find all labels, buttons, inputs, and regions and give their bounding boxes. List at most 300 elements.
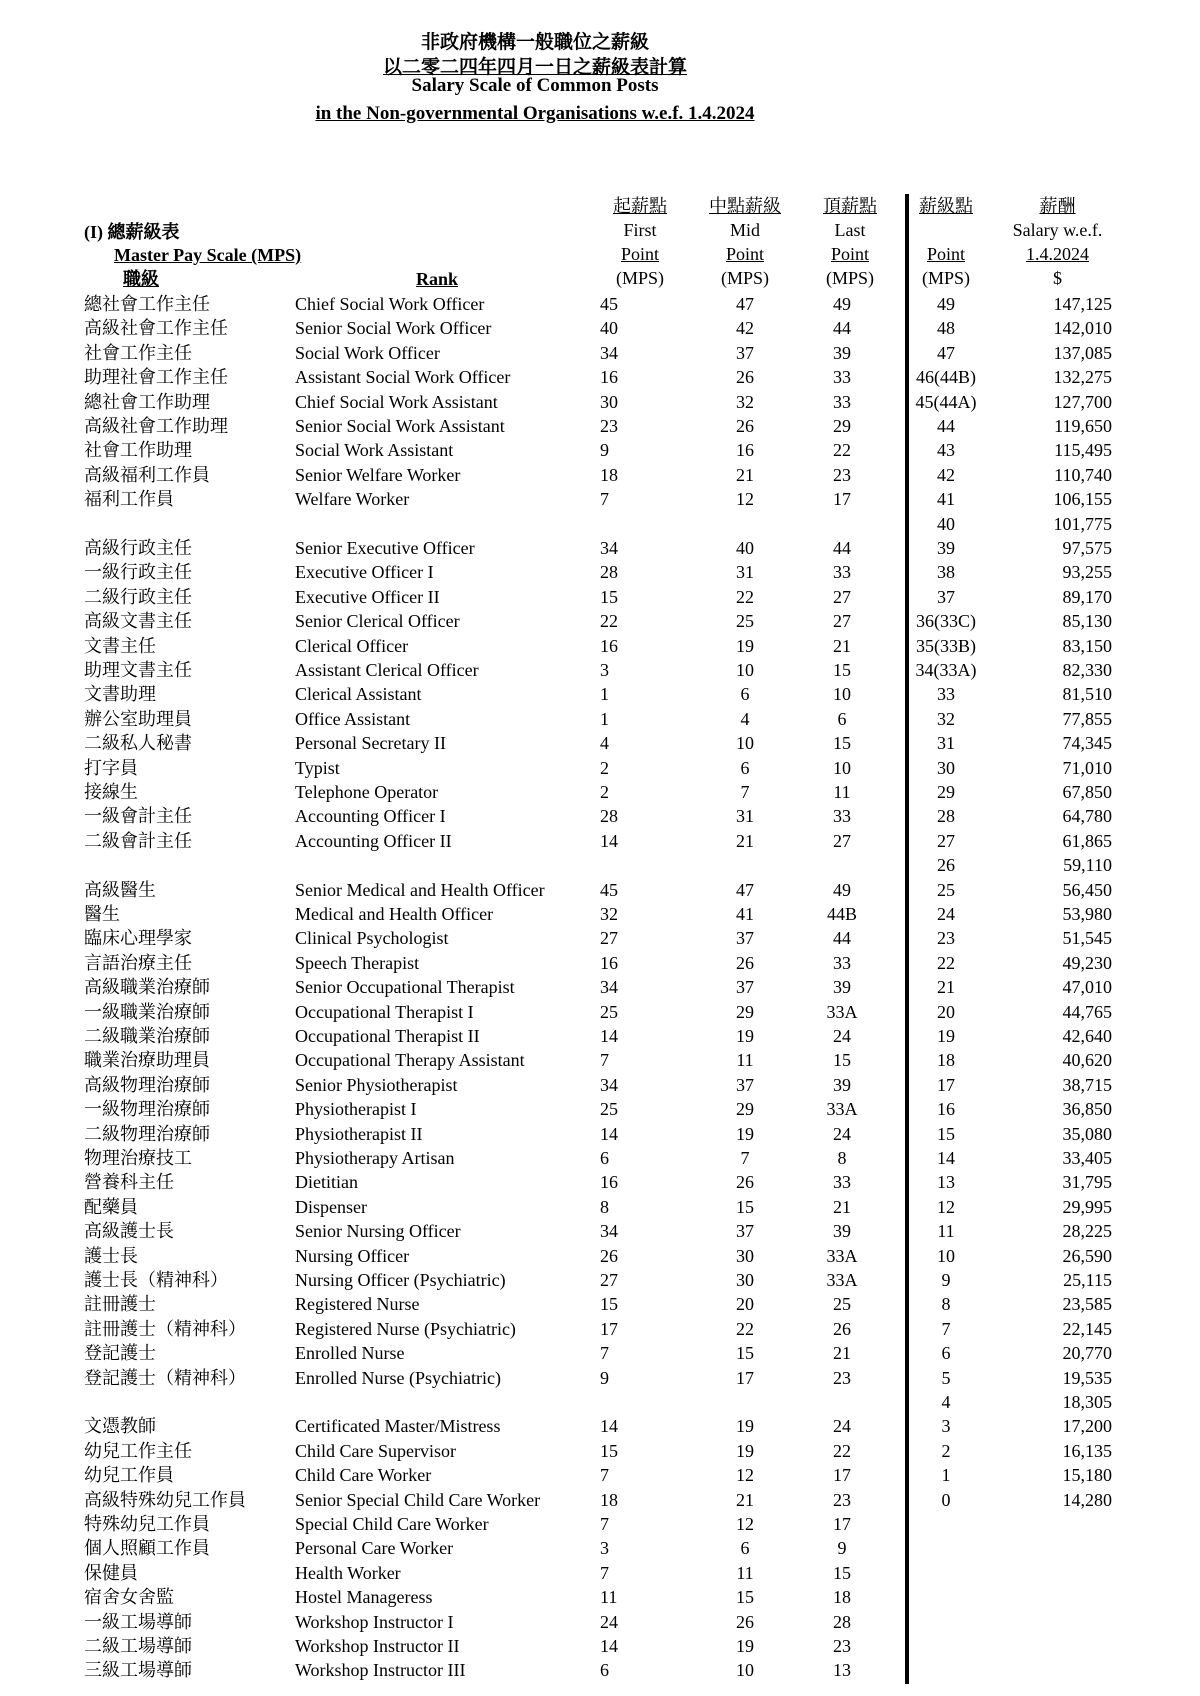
scale-salary-cell: 22,145 — [1062, 1318, 1112, 1339]
mid-point-cell: 12 — [736, 1514, 754, 1534]
first-point-cell: 16 — [600, 367, 618, 388]
scale-point-cell: 42 — [937, 464, 955, 485]
scale-row — [0, 1000, 1200, 1024]
scale-row — [0, 585, 1200, 609]
scale-point-cell: 18 — [937, 1050, 955, 1071]
rank-en-cell: Dietitian — [295, 1172, 358, 1193]
last-header-en1: Last — [834, 220, 866, 240]
first-point-cell: 3 — [600, 660, 609, 680]
rank-zh-cell: 高級文書主任 — [84, 611, 192, 632]
scale-point-cell: 29 — [937, 782, 955, 802]
scale-row — [0, 975, 1200, 999]
scale-point-cell: 30 — [937, 757, 955, 778]
first-point-cell: 28 — [600, 562, 618, 583]
mid-point-cell: 19 — [736, 1440, 754, 1461]
first-point-cell: 27 — [600, 928, 618, 949]
first-point-cell: 40 — [600, 318, 618, 339]
last-point-cell: 15 — [833, 1562, 851, 1583]
first-point-cell: 45 — [600, 879, 618, 900]
scale-row — [0, 1414, 1200, 1438]
scale-row — [0, 1122, 1200, 1146]
first-point-cell: 45 — [600, 294, 618, 314]
scale-point-cell: 32 — [937, 708, 955, 729]
rank-en-cell: Physiotherapy Artisan — [295, 1148, 455, 1168]
rank-zh-cell: 臨床心理學家 — [84, 928, 192, 949]
rank-en-cell: Registered Nurse — [295, 1294, 420, 1315]
first-point-cell: 14 — [600, 1416, 618, 1437]
scale-row — [0, 682, 1200, 706]
rank-zh-cell: 文書主任 — [84, 635, 156, 656]
scale-row — [0, 926, 1200, 950]
scale-point-cell: 15 — [937, 1123, 955, 1144]
rank-en-cell: Social Work Assistant — [295, 440, 454, 461]
scale-point-cell: 34(33A) — [915, 660, 977, 680]
scale-salary-cell: 20,770 — [1062, 1343, 1112, 1364]
rank-en-cell: Nursing Officer — [295, 1245, 410, 1266]
mid-point-cell: 47 — [736, 879, 754, 900]
mid-point-cell: 37 — [736, 342, 754, 363]
scale-point-cell: 38 — [937, 562, 955, 583]
rank-zh-cell: 高級社會工作主任 — [84, 318, 228, 339]
scale-point-cell: 41 — [937, 489, 955, 510]
table-row — [0, 1634, 1200, 1658]
first-point-cell: 34 — [600, 977, 618, 998]
first-point-cell: 9 — [600, 1367, 609, 1388]
scale-row — [0, 487, 1200, 511]
last-header-zh: 頂薪點 — [823, 196, 877, 216]
first-header-zh: 起薪點 — [613, 196, 667, 216]
rank-zh-cell: 二級物理治療師 — [84, 1123, 210, 1144]
scale-row — [0, 536, 1200, 560]
scale-row — [0, 731, 1200, 755]
mid-point-cell: 40 — [736, 538, 754, 558]
rank-zh-cell: 職業治療助理員 — [84, 1050, 210, 1071]
scale-row — [0, 560, 1200, 584]
rank-zh-cell: 助理社會工作主任 — [84, 367, 228, 388]
table-row — [0, 1536, 1200, 1560]
last-point-cell: 33A — [826, 1270, 858, 1290]
last-point-cell: 21 — [833, 635, 851, 656]
rank-en-cell: Senior Nursing Officer — [295, 1221, 461, 1242]
scale-point-cell: 16 — [937, 1099, 955, 1120]
rank-zh-cell: 一級會計主任 — [84, 806, 192, 827]
rank-zh-cell: 一級職業治療師 — [84, 1001, 210, 1022]
mid-point-cell: 37 — [736, 1074, 754, 1095]
first-point-cell: 7 — [600, 1343, 609, 1364]
rank-zh-cell: 高級特殊幼兒工作員 — [84, 1489, 246, 1510]
scale-row — [0, 1073, 1200, 1097]
scale-salary-cell: 26,590 — [1062, 1245, 1112, 1266]
point-header-zh: 薪級點 — [919, 196, 973, 216]
scale-row — [0, 316, 1200, 340]
mid-point-cell: 29 — [736, 1099, 754, 1120]
scale-point-cell: 10 — [937, 1245, 955, 1266]
last-point-cell: 17 — [833, 1465, 851, 1486]
first-point-cell: 15 — [600, 586, 618, 607]
rank-zh-cell: 營養科主任 — [84, 1172, 174, 1193]
scale-point-cell: 43 — [937, 440, 955, 461]
mid-point-cell: 41 — [736, 904, 754, 924]
rank-zh-cell: 文書助理 — [84, 684, 156, 705]
scale-salary-cell: 97,575 — [1062, 538, 1112, 558]
rank-en-cell: Speech Therapist — [295, 952, 420, 973]
scale-point-cell: 33 — [937, 684, 955, 705]
first-point-cell: 7 — [600, 1514, 609, 1534]
last-point-cell: 33A — [826, 1245, 858, 1266]
rank-en-cell: Registered Nurse (Psychiatric) — [295, 1318, 516, 1339]
last-point-cell: 44 — [833, 538, 851, 558]
rank-zh-cell: 二級工場導師 — [84, 1636, 192, 1656]
last-point-cell: 15 — [833, 1050, 851, 1071]
scale-row — [0, 1048, 1200, 1072]
last-point-cell: 39 — [833, 1074, 851, 1095]
scale-row — [0, 1024, 1200, 1048]
first-point-cell: 16 — [600, 635, 618, 656]
rank-zh-cell: 總社會工作助理 — [84, 391, 210, 412]
last-point-cell: 10 — [833, 757, 851, 778]
rank-en-cell: Certificated Master/Mistress — [295, 1416, 501, 1437]
mid-point-cell: 11 — [736, 1050, 754, 1071]
scale-point-cell: 17 — [937, 1074, 955, 1095]
first-point-cell: 27 — [600, 1270, 618, 1290]
scale-row — [0, 1317, 1200, 1341]
rank-zh-cell: 二級行政主任 — [84, 586, 192, 607]
first-point-cell: 2 — [600, 757, 609, 778]
rank-zh-cell: 一級物理治療師 — [84, 1099, 210, 1120]
scale-row — [0, 1244, 1200, 1268]
scale-point-cell: 23 — [937, 928, 955, 949]
mid-point-cell: 32 — [736, 391, 754, 412]
last-point-cell: 24 — [833, 1123, 851, 1144]
scale-row — [0, 1341, 1200, 1365]
rank-zh-cell: 一級工場導師 — [84, 1611, 192, 1632]
mid-point-cell: 16 — [736, 440, 754, 461]
rank-zh-cell: 高級物理治療師 — [84, 1074, 210, 1095]
rank-en-cell: Occupational Therapist II — [295, 1026, 480, 1046]
first-point-cell: 15 — [600, 1440, 618, 1461]
rank-zh-cell: 二級會計主任 — [84, 830, 192, 851]
mid-point-cell: 37 — [736, 928, 754, 949]
first-point-cell: 6 — [600, 1148, 609, 1168]
rank-zh-cell: 社會工作助理 — [84, 440, 192, 461]
title-en-line1: Salary Scale of Common Posts — [411, 75, 659, 96]
scale-salary-cell: 14,280 — [1062, 1489, 1112, 1510]
mid-point-cell: 15 — [736, 1196, 754, 1217]
rank-zh-cell: 高級行政主任 — [84, 538, 192, 558]
scale-point-cell: 5 — [941, 1367, 951, 1388]
first-point-cell: 7 — [600, 1050, 609, 1071]
rank-en-cell: Office Assistant — [295, 708, 411, 729]
rank-zh-cell: 登記護士（精神科） — [84, 1367, 246, 1388]
rank-zh-cell: 社會工作主任 — [84, 342, 192, 363]
first-point-cell: 8 — [600, 1196, 609, 1217]
mid-point-cell: 15 — [736, 1343, 754, 1364]
salary-header-en1: Salary w.e.f. — [1012, 220, 1103, 240]
scale-point-cell: 6 — [941, 1343, 951, 1364]
scale-salary-cell: 82,330 — [1062, 660, 1112, 680]
mid-point-cell: 12 — [736, 1465, 754, 1486]
rank-en-cell: Assistant Clerical Officer — [295, 660, 479, 680]
last-point-cell: 44 — [833, 928, 851, 949]
rank-en-cell: Workshop Instructor I — [295, 1611, 454, 1632]
scale-point-cell: 11 — [937, 1221, 955, 1242]
scale-salary-cell: 71,010 — [1062, 757, 1112, 778]
rank-en-cell: Chief Social Work Officer — [295, 294, 485, 314]
scale-row — [0, 512, 1200, 536]
scale-row — [0, 390, 1200, 414]
table-row — [0, 1585, 1200, 1609]
scale-row — [0, 1390, 1200, 1414]
last-point-cell: 13 — [833, 1660, 851, 1681]
rank-zh-cell: 配藥員 — [84, 1196, 138, 1217]
last-point-cell: 22 — [833, 1440, 851, 1461]
mid-point-cell: 15 — [736, 1587, 754, 1608]
scale-row — [0, 707, 1200, 731]
scale-salary-cell: 38,715 — [1062, 1074, 1112, 1095]
scale-salary-cell: 115,495 — [1054, 440, 1112, 461]
last-point-cell: 33 — [833, 806, 851, 827]
rank-zh-cell: 註冊護士（精神科） — [84, 1318, 246, 1339]
scale-salary-cell: 17,200 — [1062, 1416, 1112, 1437]
mid-point-cell: 21 — [736, 1489, 754, 1510]
scale-point-cell: 12 — [937, 1196, 955, 1217]
scale-row — [0, 634, 1200, 658]
rank-zh-cell: 護士長 — [84, 1245, 138, 1266]
scale-point-cell: 37 — [937, 586, 955, 607]
rank-zh-cell: 高級護士長 — [84, 1221, 174, 1242]
mid-point-cell: 47 — [736, 294, 754, 314]
mid-point-cell: 6 — [740, 1538, 750, 1559]
first-header-en2: Point — [620, 244, 659, 264]
last-point-cell: 39 — [833, 342, 851, 363]
rank-en-cell: Clerical Officer — [295, 635, 409, 656]
title-zh-line2: 以二零二四年四月一日之薪級表計算 — [382, 57, 687, 78]
scale-point-cell: 21 — [937, 977, 955, 998]
mid-point-cell: 10 — [736, 1660, 754, 1681]
scale-row — [0, 878, 1200, 902]
mid-point-cell: 31 — [736, 806, 754, 827]
scale-salary-cell: 64,780 — [1062, 806, 1112, 827]
rank-en-cell: Physiotherapist II — [295, 1123, 423, 1144]
last-point-cell: 24 — [833, 1416, 851, 1437]
last-point-cell: 33 — [833, 562, 851, 583]
scale-salary-cell: 25,115 — [1063, 1270, 1112, 1290]
rank-zh-cell: 一級行政主任 — [84, 562, 192, 583]
rank-zh-cell: 二級職業治療師 — [84, 1026, 210, 1046]
scale-row — [0, 1195, 1200, 1219]
scale-point-cell: 31 — [937, 733, 955, 754]
scale-point-cell: 9 — [941, 1270, 951, 1290]
scale-salary-cell: 83,150 — [1062, 635, 1112, 656]
scale-salary-cell: 81,510 — [1062, 684, 1112, 705]
last-point-cell: 33 — [833, 367, 851, 388]
rank-en-cell: Executive Officer I — [295, 562, 434, 583]
rank-zh-cell: 個人照顧工作員 — [84, 1538, 210, 1559]
scale-salary-cell: 127,700 — [1053, 391, 1112, 412]
rank-en-cell: Social Work Officer — [295, 342, 440, 363]
scale-point-cell: 19 — [937, 1026, 955, 1046]
scale-point-cell: 47 — [937, 342, 955, 363]
first-point-cell: 34 — [600, 1221, 618, 1242]
title-zh-line1: 非政府機構一般職位之薪級 — [420, 32, 649, 53]
mid-point-cell: 20 — [736, 1294, 754, 1315]
scale-point-cell: 45(44A) — [915, 391, 977, 412]
last-point-cell: 15 — [833, 733, 851, 754]
last-point-cell: 18 — [833, 1587, 851, 1608]
rank-en-cell: Clerical Assistant — [295, 684, 422, 705]
mid-point-cell: 10 — [736, 733, 754, 754]
mid-point-cell: 21 — [736, 830, 754, 851]
scale-row — [0, 756, 1200, 780]
rank-en-cell: Telephone Operator — [295, 782, 439, 802]
last-point-cell: 8 — [837, 1148, 847, 1168]
mid-point-cell: 37 — [736, 977, 754, 998]
scale-salary-cell: 77,855 — [1062, 708, 1112, 729]
first-point-cell: 7 — [600, 489, 609, 510]
first-point-cell: 25 — [600, 1099, 618, 1120]
scale-salary-cell: 49,230 — [1062, 952, 1112, 973]
mid-point-cell: 26 — [736, 1611, 754, 1632]
scale-row — [0, 1219, 1200, 1243]
scale-salary-cell: 106,155 — [1053, 489, 1112, 510]
scale-salary-cell: 93,255 — [1062, 562, 1112, 583]
scale-salary-cell: 44,765 — [1062, 1001, 1112, 1022]
mid-point-cell: 19 — [736, 1123, 754, 1144]
mid-point-cell: 26 — [736, 416, 754, 436]
scale-point-cell: 3 — [941, 1416, 951, 1437]
mid-point-cell: 7 — [740, 1148, 750, 1168]
scale-row — [0, 609, 1200, 633]
first-point-cell: 15 — [600, 1294, 618, 1315]
scale-point-cell: 1 — [941, 1465, 951, 1486]
salary-header-en2: 1.4.2024 — [1026, 244, 1089, 264]
scale-point-cell: 48 — [937, 318, 955, 339]
rank-en-cell: Clinical Psychologist — [295, 928, 449, 949]
rank-zh-cell: 高級醫生 — [84, 879, 156, 900]
rank-zh-cell: 註冊護士 — [84, 1294, 156, 1315]
first-point-cell: 26 — [600, 1245, 618, 1266]
mid-point-cell: 6 — [740, 757, 750, 778]
scale-point-cell: 0 — [941, 1489, 951, 1510]
scale-point-cell: 25 — [937, 879, 955, 900]
last-point-cell: 33 — [833, 952, 851, 973]
scale-row — [0, 658, 1200, 682]
scale-salary-cell: 142,010 — [1053, 318, 1112, 339]
scale-salary-cell: 19,535 — [1062, 1367, 1112, 1388]
scale-salary-cell: 147,125 — [1053, 294, 1112, 314]
rank-en-cell: Child Care Worker — [295, 1465, 432, 1486]
rank-zh-cell: 二級私人秘書 — [84, 733, 192, 754]
mid-point-cell: 17 — [736, 1367, 754, 1388]
scale-point-cell: 7 — [941, 1318, 951, 1339]
first-point-cell: 16 — [600, 1172, 618, 1193]
mid-header-en3: (MPS) — [720, 268, 769, 288]
last-point-cell: 39 — [833, 977, 851, 998]
last-point-cell: 28 — [833, 1611, 851, 1632]
scale-row — [0, 1292, 1200, 1316]
title-en-line2: in the Non-governmental Organisations w.e.f. 1.4.2024 — [315, 103, 755, 124]
scale-point-cell: 35(33B) — [916, 635, 976, 656]
last-point-cell: 33 — [833, 1172, 851, 1193]
scale-point-cell: 20 — [937, 1001, 955, 1022]
scale-row — [0, 365, 1200, 389]
scale-row — [0, 829, 1200, 853]
scale-salary-cell: 15,180 — [1062, 1465, 1112, 1486]
first-point-cell: 14 — [600, 1636, 618, 1656]
mid-point-cell: 10 — [736, 660, 754, 680]
rank-en-cell: Senior Social Work Assistant — [295, 416, 505, 436]
scale-salary-cell: 132,275 — [1053, 367, 1112, 388]
scale-salary-cell: 28,225 — [1062, 1221, 1112, 1242]
rank-en-cell: Enrolled Nurse (Psychiatric) — [295, 1367, 501, 1388]
rank-en-cell: Personal Care Worker — [295, 1538, 454, 1559]
salary-header-en3: $ — [1053, 268, 1062, 288]
first-point-cell: 2 — [600, 782, 609, 802]
scale-salary-cell: 36,850 — [1062, 1099, 1112, 1120]
table-row — [0, 1658, 1200, 1682]
last-point-cell: 44B — [826, 904, 857, 924]
scale-row — [0, 1097, 1200, 1121]
rank-zh-cell: 護士長（精神科） — [84, 1270, 228, 1290]
scale-row — [0, 804, 1200, 828]
rank-en-cell: Senior Special Child Care Worker — [295, 1489, 541, 1510]
rank-en-cell: Senior Medical and Health Officer — [295, 879, 545, 900]
rank-en-cell: Hostel Manageress — [295, 1587, 433, 1608]
last-header-en2: Point — [830, 244, 869, 264]
scale-point-cell: 22 — [937, 952, 955, 973]
first-point-cell: 11 — [600, 1587, 618, 1608]
scale-salary-cell: 53,980 — [1062, 904, 1112, 924]
scale-row — [0, 1268, 1200, 1292]
last-point-cell: 23 — [833, 1367, 851, 1388]
scale-salary-cell: 74,345 — [1062, 733, 1112, 754]
last-point-cell: 9 — [837, 1538, 847, 1559]
scale-point-cell: 14 — [937, 1148, 955, 1168]
last-point-cell: 33A — [826, 1001, 858, 1022]
scale-point-cell: 44 — [937, 416, 955, 436]
scale-salary-cell: 85,130 — [1062, 611, 1112, 632]
scale-row — [0, 1488, 1200, 1512]
last-point-cell: 15 — [833, 660, 851, 680]
rank-en-cell: Welfare Worker — [295, 489, 410, 510]
rank-zh-cell: 三級工場導師 — [84, 1660, 192, 1681]
last-point-cell: 21 — [833, 1196, 851, 1217]
mid-point-cell: 4 — [740, 708, 750, 729]
scale-salary-cell: 67,850 — [1062, 782, 1112, 802]
mid-point-cell: 29 — [736, 1001, 754, 1022]
first-point-cell: 3 — [600, 1538, 609, 1559]
scale-salary-cell: 23,585 — [1062, 1294, 1112, 1315]
first-point-cell: 9 — [600, 440, 609, 461]
mid-point-cell: 19 — [736, 1026, 754, 1046]
scale-salary-cell: 56,450 — [1062, 879, 1112, 900]
rank-zh-cell: 醫生 — [84, 904, 120, 924]
scale-row — [0, 780, 1200, 804]
mid-point-cell: 42 — [736, 318, 754, 339]
mid-point-cell: 30 — [736, 1245, 754, 1266]
scale-row — [0, 853, 1200, 877]
scale-row — [0, 438, 1200, 462]
mid-point-cell: 11 — [736, 1562, 754, 1583]
last-point-cell: 33A — [826, 1099, 858, 1120]
mid-header-zh: 中點薪級 — [709, 196, 781, 216]
last-point-cell: 22 — [833, 440, 851, 461]
mid-point-cell: 25 — [736, 611, 754, 632]
scale-salary-cell: 89,170 — [1062, 586, 1112, 607]
scale-point-cell: 28 — [937, 806, 955, 827]
rank-en-cell: Personal Secretary II — [295, 733, 446, 754]
first-point-cell: 34 — [600, 538, 618, 558]
